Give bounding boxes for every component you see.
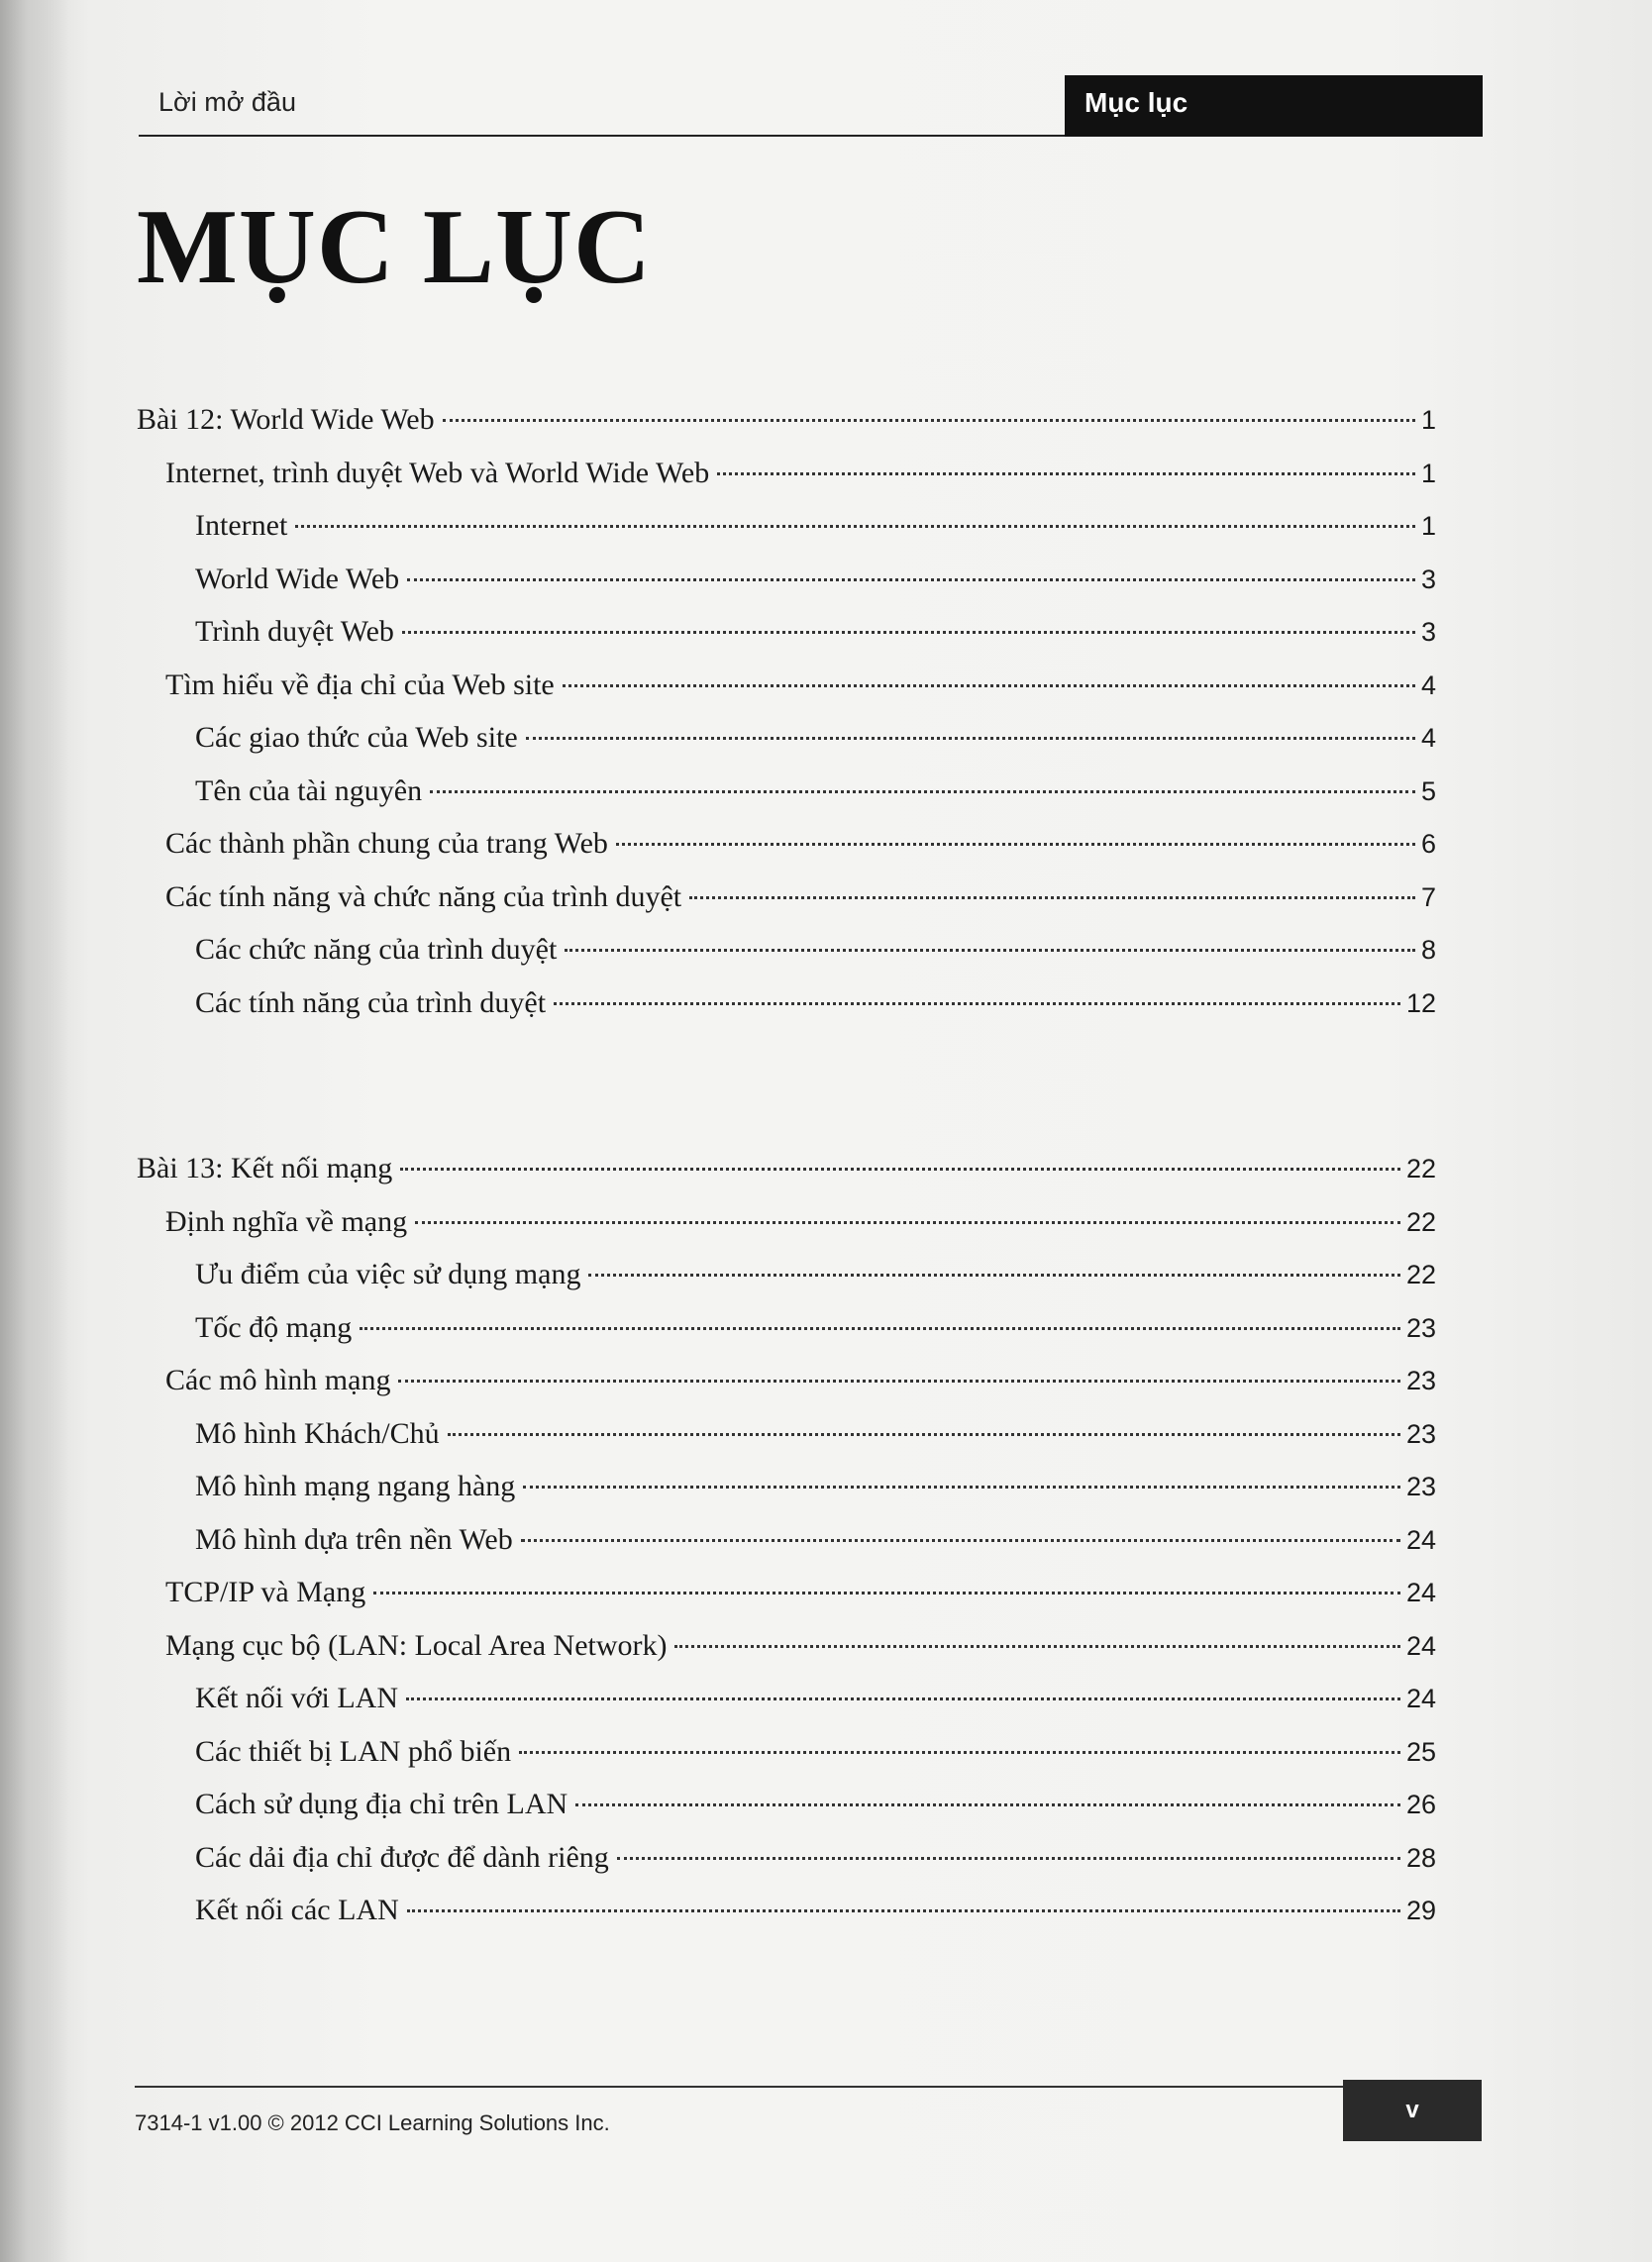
toc-dot-leader [523,1486,1400,1489]
header-divider [139,135,1065,137]
toc-dot-leader [526,737,1415,740]
toc-dot-leader [443,419,1415,422]
toc-entry-page: 4 [1420,723,1436,753]
toc-entry-label: Cách sử dụng địa chỉ trên LAN [195,1788,568,1820]
toc-entry-page: 22 [1405,1260,1436,1289]
toc-entry-page: 26 [1405,1790,1436,1819]
toc-entry[interactable] [195,560,1436,599]
toc-dot-leader [430,790,1415,793]
toc-entry-label: Tìm hiểu về địa chỉ của Web site [165,668,555,701]
toc-entry[interactable] [195,771,1436,811]
toc-entry[interactable] [165,666,1436,705]
toc-entry-label: Các tính năng của trình duyệt [195,985,547,1019]
toc-entry-label: Các giao thức của Web site [195,721,518,754]
toc-entry-page: 24 [1405,1630,1436,1661]
toc-entry-page: 22 [1405,1154,1436,1183]
footer-page-box [1343,2080,1482,2141]
toc-dot-leader [407,1909,1400,1912]
toc-entry-label: Bài 13: Kết nối mạng [137,1152,393,1184]
toc-entry[interactable] [195,1520,1436,1560]
toc-entry[interactable] [165,1573,1436,1612]
toc-dot-leader [360,1327,1400,1330]
header-chapter-label: Lời mở đầu [158,87,296,117]
toc-dot-leader [674,1645,1399,1648]
toc-dot-leader [448,1433,1400,1436]
toc-entry[interactable] [195,1838,1436,1878]
toc-entry[interactable] [195,718,1436,758]
toc-entry-page: 24 [1405,1578,1436,1607]
toc-dot-leader [575,1803,1400,1806]
toc-entry-page: 1 [1420,511,1436,541]
footer-page-number: v [1405,2097,1419,2123]
toc-dot-leader [295,525,1415,528]
toc-entry-page: 1 [1420,405,1436,435]
toc-dot-leader [400,1168,1400,1171]
toc-dot-leader [717,472,1415,475]
toc-entry-page: 23 [1405,1366,1436,1395]
toc-entry[interactable] [165,1202,1436,1242]
toc-entry-label: Các thành phần chung của trang Web [165,827,608,860]
toc-entry[interactable] [195,506,1436,546]
page-edge-shadow [0,0,69,2262]
toc-entry-label: Bài 12: World Wide Web [137,403,435,436]
toc-entry-label: TCP/IP và Mạng [165,1576,366,1608]
toc-entry-page: 23 [1405,1418,1436,1449]
toc-entry-page: 25 [1405,1736,1436,1767]
toc-dot-leader [407,578,1415,581]
toc-entry-label: Các chức năng của trình duyệt [195,933,558,966]
toc-entry-label: Tên của tài nguyên [195,773,423,807]
toc-entry-page: 24 [1405,1524,1436,1555]
toc-entry-label: Mô hình dựa trên nền Web [195,1522,513,1556]
toc-entry-label: Trình duyệt Web [195,615,394,648]
toc-entry[interactable] [195,612,1436,652]
toc-entry[interactable] [195,1732,1436,1772]
toc-entry[interactable] [165,1626,1436,1666]
toc-entry-label: Định nghĩa về mạng [165,1204,408,1238]
toc-entry[interactable] [195,983,1436,1023]
toc-entry[interactable] [165,877,1436,917]
footer-divider [135,2086,1345,2088]
toc-entry-page: 24 [1405,1684,1436,1713]
toc-entry-page: 3 [1420,564,1436,594]
toc-entry-label: Mô hình Khách/Chủ [195,1416,440,1450]
toc-dot-leader [398,1380,1399,1383]
toc-entry-label: World Wide Web [195,562,400,595]
toc-entry-label: Internet [195,509,288,542]
toc-dot-leader [616,843,1415,846]
toc-dot-leader [406,1697,1400,1700]
toc-dot-leader [689,896,1415,899]
toc-entry-page: 8 [1420,935,1436,965]
toc-entry-page: 23 [1405,1472,1436,1501]
toc-entry-label: Các dải địa chỉ được để dành riêng [195,1840,609,1874]
toc-entry-label: Kết nối các LAN [195,1894,399,1926]
toc-entry[interactable] [137,1149,1436,1188]
toc-dot-leader [521,1539,1400,1542]
toc-entry-page: 28 [1405,1842,1436,1873]
toc-entry-page: 5 [1420,775,1436,806]
toc-entry-page: 23 [1405,1312,1436,1343]
toc-entry-label: Các tính năng và chức năng của trình duyệt [165,879,682,913]
toc-entry-label: Kết nối với LAN [195,1682,399,1714]
toc-entry[interactable] [195,930,1436,970]
toc-entry[interactable] [165,1361,1436,1400]
toc-dot-leader [554,1002,1400,1005]
toc-entry-page: 1 [1420,458,1436,488]
toc-entry[interactable] [165,454,1436,493]
toc-dot-leader [617,1857,1400,1860]
toc-entry[interactable] [195,1467,1436,1506]
toc-dot-leader [373,1592,1400,1594]
toc-dot-leader [415,1221,1400,1224]
toc-entry[interactable] [137,400,1436,440]
toc-entry-page: 7 [1420,881,1436,912]
toc-entry-label: Mạng cục bộ (LAN: Local Area Network) [165,1628,668,1662]
toc-entry-page: 3 [1420,617,1436,647]
toc-entry-page: 4 [1420,669,1436,700]
toc-entry-label: Các mô hình mạng [165,1364,391,1396]
page-title: MỤC LỤC [137,188,652,306]
toc-dot-leader [588,1274,1400,1277]
toc-entry-page: 29 [1405,1896,1436,1925]
toc-entry[interactable] [195,1891,1436,1930]
toc-entry-label: Mô hình mạng ngang hàng [195,1470,516,1502]
toc-entry-label: Tốc độ mạng [195,1310,353,1344]
toc-entry-label: Internet, trình duyệt Web và World Wide Web [165,456,710,489]
toc-entry[interactable] [195,1414,1436,1454]
toc-entry[interactable] [195,1255,1436,1294]
footer-copyright: 7314-1 v1.00 © 2012 CCI Learning Solutions Inc. [135,2110,610,2135]
toc-dot-leader [519,1751,1400,1754]
toc-dot-leader [563,684,1415,687]
toc-entry-page: 22 [1405,1206,1436,1237]
toc-dot-leader [402,631,1415,634]
toc-entry[interactable] [195,1308,1436,1348]
header-section-label: Mục lục [1084,87,1188,118]
toc-entry[interactable] [165,824,1436,864]
toc-entry-label: Các thiết bị LAN phổ biến [195,1734,512,1768]
toc-dot-leader [565,949,1415,952]
toc-entry-page: 6 [1420,829,1436,859]
toc-entry-label: Ưu điểm của việc sử dụng mạng [195,1258,581,1290]
toc-entry-page: 12 [1405,987,1436,1018]
toc-entry[interactable] [195,1785,1436,1824]
toc-entry[interactable] [195,1679,1436,1718]
